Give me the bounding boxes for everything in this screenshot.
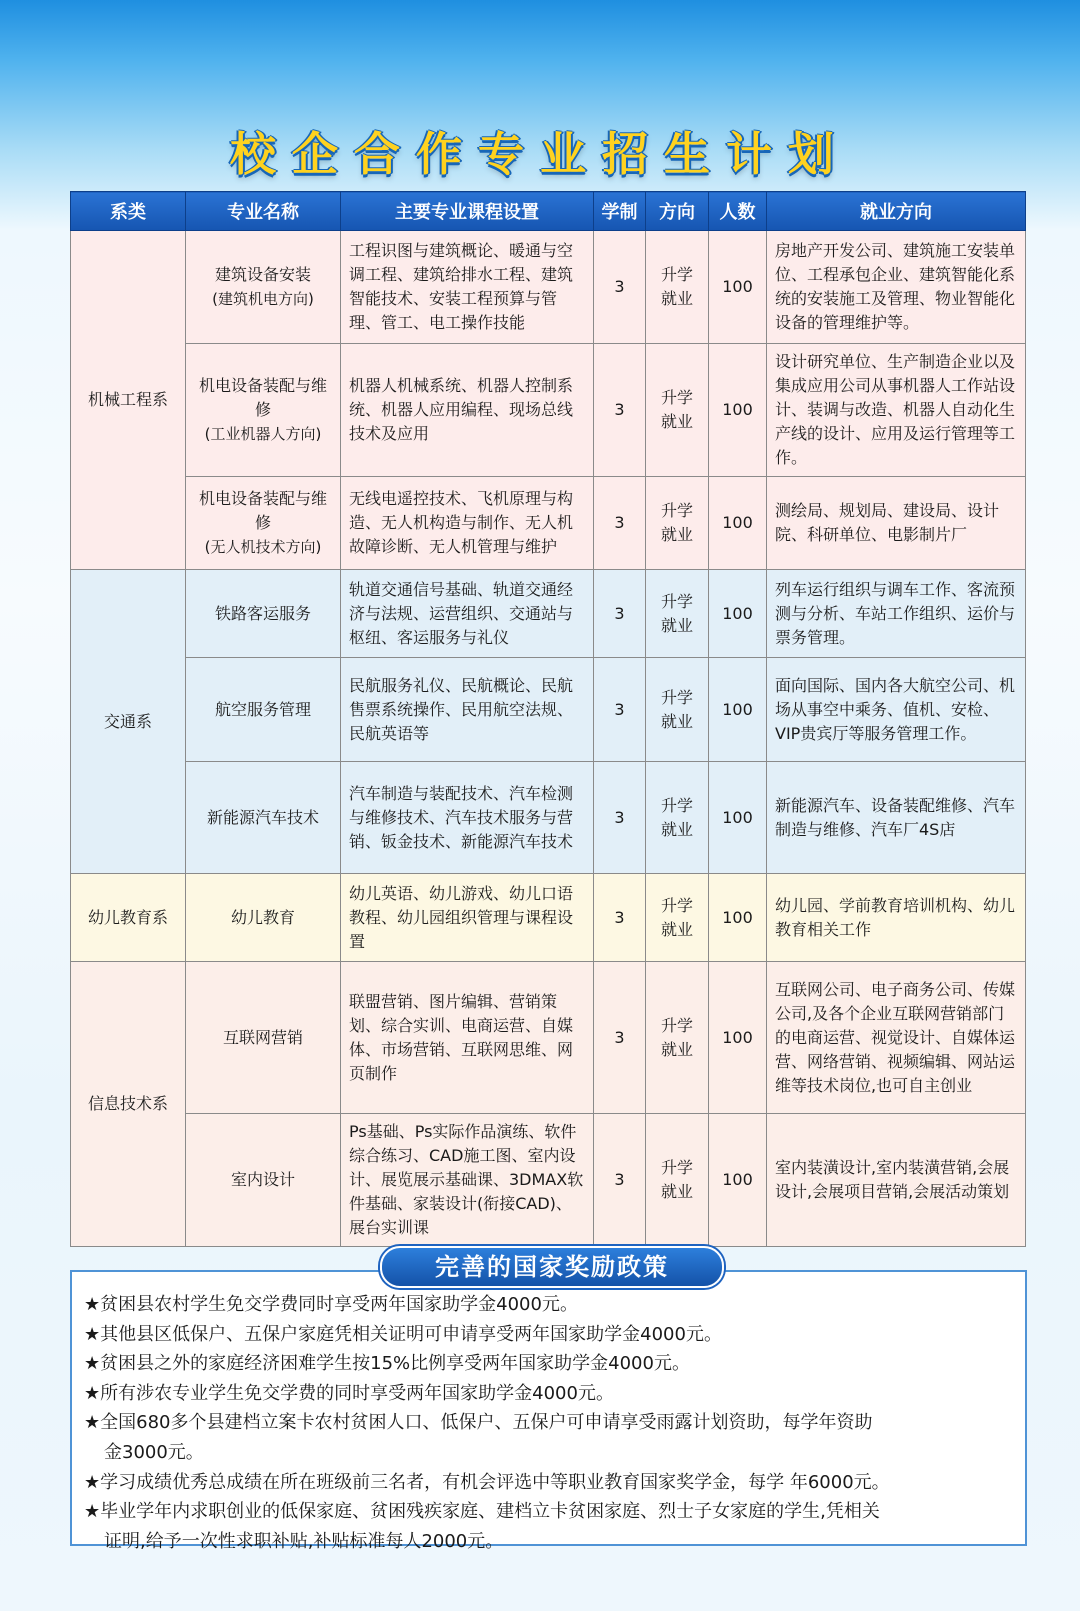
years-cell: 3 <box>594 658 646 762</box>
header-direction: 方向 <box>646 192 709 231</box>
direction-cell: 升学就业 <box>646 962 709 1114</box>
policy-item: ★贫困县之外的家庭经济困难学生按15%比例享受两年国家助学金4000元。 <box>84 1353 690 1375</box>
years-cell: 3 <box>594 874 646 962</box>
dept-cell: 交通系 <box>71 570 186 874</box>
policy-item: ★学习成绩优秀总成绩在所在班级前三名者，有机会评选中等职业教育国家奖学金，每学 年6000元。 <box>84 1471 890 1493</box>
jobs-cell: 测绘局、规划局、建设局、设计院、科研单位、电影制片厂 <box>767 477 1026 570</box>
dept-cell: 信息技术系 <box>71 962 186 1247</box>
count-cell: 100 <box>709 762 767 874</box>
years-cell: 3 <box>594 962 646 1114</box>
courses-cell: 幼儿英语、幼儿游戏、幼儿口语教程、幼儿园组织管理与课程设置 <box>341 874 594 962</box>
table-row <box>71 762 1026 874</box>
major-cell: 新能源汽车技术 <box>186 762 341 874</box>
jobs-cell: 新能源汽车、设备装配维修、汽车制造与维修、汽车厂4S店 <box>767 762 1026 874</box>
years-cell: 3 <box>594 570 646 658</box>
major-sub: (建筑机电方向) <box>212 290 314 308</box>
major-cell: 幼儿教育 <box>186 874 341 962</box>
jobs-cell: 设计研究单位、生产制造企业以及集成应用公司从事机器人工作站设计、装调与改造、机器人自动化生产线的设计、应用及运行管理等工作。 <box>767 344 1026 477</box>
table-header-row <box>71 192 1026 231</box>
major-cell: 室内设计 <box>186 1114 341 1247</box>
header-courses: 主要专业课程设置 <box>341 192 594 231</box>
page-title: 校企合作专业招生计划 <box>230 127 850 181</box>
major-sub: (无人机技术方向) <box>204 538 322 556</box>
table-row <box>71 962 1026 1114</box>
years-cell: 3 <box>594 477 646 570</box>
dept-cell: 机械工程系 <box>71 231 186 570</box>
direction-cell: 升学就业 <box>646 1114 709 1247</box>
major-name: 机电设备装配与维修 <box>198 489 327 532</box>
years-cell: 3 <box>594 344 646 477</box>
jobs-cell: 面向国际、国内各大航空公司、机场从事空中乘务、值机、安检、VIP贵宾厅等服务管理工作。 <box>767 658 1026 762</box>
policy-box <box>70 1270 1027 1552</box>
courses-cell: 轨道交通信号基础、轨道交通经济与法规、运营组织、交通站与枢纽、客运服务与礼仪 <box>341 570 594 658</box>
table-row <box>71 570 1026 658</box>
policy-item-continued: 金3000元。 <box>104 1441 204 1463</box>
policy-banner: 完善的国家奖励政策 <box>380 1246 724 1288</box>
courses-cell: 汽车制造与装配技术、汽车检测与维修技术、汽车技术服务与营销、钣金技术、新能源汽车技术 <box>341 762 594 874</box>
courses-cell: 联盟营销、图片编辑、营销策划、综合实训、电商运营、自媒体、市场营销、互联网思维、网页制作 <box>341 962 594 1114</box>
count-cell: 100 <box>709 570 767 658</box>
policy-item-continued: 证明,给予一次性求职补贴,补贴标准每人2000元。 <box>104 1530 504 1552</box>
jobs-cell: 房地产开发公司、建筑施工安装单位、工程承包企业、建筑智能化系统的安装施工及管理、物业智能化设备的管理维护等。 <box>767 231 1026 344</box>
count-cell: 100 <box>709 1114 767 1247</box>
table-row <box>71 344 1026 477</box>
count-cell: 100 <box>709 477 767 570</box>
major-cell: 互联网营销 <box>186 962 341 1114</box>
count-cell: 100 <box>709 874 767 962</box>
table-row <box>71 658 1026 762</box>
count-cell: 100 <box>709 962 767 1114</box>
table-row <box>71 477 1026 570</box>
header-major: 专业名称 <box>186 192 341 231</box>
policy-item: ★其他县区低保户、五保户家庭凭相关证明可申请享受两年国家助学金4000元。 <box>84 1323 722 1345</box>
major-cell <box>186 231 341 344</box>
jobs-cell: 列车运行组织与调车工作、客流预测与分析、车站工作组织、运价与票务管理。 <box>767 570 1026 658</box>
courses-cell: Ps基础、Ps实际作品演练、软件综合练习、CAD施工图、室内设计、展览展示基础课、3DMAX软件基础、家装设计(衔接CAD)、展台实训课 <box>341 1114 594 1247</box>
direction-cell: 升学就业 <box>646 762 709 874</box>
header-count: 人数 <box>709 192 767 231</box>
major-cell <box>186 477 341 570</box>
courses-cell: 机器人机械系统、机器人控制系统、机器人应用编程、现场总线技术及应用 <box>341 344 594 477</box>
policy-item: ★贫困县农村学生免交学费同时享受两年国家助学金4000元。 <box>84 1294 578 1315</box>
major-cell: 航空服务管理 <box>186 658 341 762</box>
count-cell: 100 <box>709 658 767 762</box>
dept-cell: 幼儿教育系 <box>71 874 186 962</box>
table-row <box>71 231 1026 344</box>
header-jobs: 就业方向 <box>767 192 1026 231</box>
header-dept: 系类 <box>71 192 186 231</box>
direction-cell: 升学就业 <box>646 477 709 570</box>
table-row <box>71 874 1026 962</box>
years-cell: 3 <box>594 1114 646 1247</box>
major-sub: (工业机器人方向) <box>204 425 322 443</box>
direction-cell: 升学就业 <box>646 570 709 658</box>
jobs-cell: 室内装潢设计,室内装潢营销,会展设计,会展项目营销,会展活动策划 <box>767 1114 1026 1247</box>
direction-cell: 升学就业 <box>646 874 709 962</box>
count-cell: 100 <box>709 231 767 344</box>
count-cell: 100 <box>709 344 767 477</box>
policy-item: ★所有涉农专业学生免交学费的同时享受两年国家助学金4000元。 <box>84 1382 614 1404</box>
header-years: 学制 <box>594 192 646 231</box>
direction-cell: 升学就业 <box>646 344 709 477</box>
policy-item: ★毕业学年内求职创业的低保家庭、贫困残疾家庭、建档立卡贫困家庭、烈士子女家庭的学生,凭相关 <box>84 1501 880 1523</box>
major-name: 机电设备装配与维修 <box>198 376 327 419</box>
direction-cell: 升学就业 <box>646 658 709 762</box>
courses-cell: 无线电遥控技术、飞机原理与构造、无人机构造与制作、无人机故障诊断、无人机管理与维护 <box>341 477 594 570</box>
major-cell <box>186 344 341 477</box>
major-cell: 铁路客运服务 <box>186 570 341 658</box>
direction-cell: 升学就业 <box>646 231 709 344</box>
major-name: 建筑设备安装 <box>214 265 311 284</box>
years-cell: 3 <box>594 231 646 344</box>
years-cell: 3 <box>594 762 646 874</box>
policy-item: ★全国680多个县建档立案卡农村贫困人口、低保户、五保户可申请享受雨露计划资助，每学年资助 <box>84 1412 873 1434</box>
jobs-cell: 幼儿园、学前教育培训机构、幼儿教育相关工作 <box>767 874 1026 962</box>
enrollment-plan-table <box>70 191 1026 1247</box>
courses-cell: 工程识图与建筑概论、暖通与空调工程、建筑给排水工程、建筑智能技术、安装工程预算与管理、管工、电工操作技能 <box>341 231 594 344</box>
table-row <box>71 1114 1026 1247</box>
jobs-cell: 互联网公司、电子商务公司、传媒公司,及各个企业互联网营销部门的电商运营、视觉设计、自媒体运营、网络营销、视频编辑、网站运维等技术岗位,也可自主创业 <box>767 962 1026 1114</box>
courses-cell: 民航服务礼仪、民航概论、民航售票系统操作、民用航空法规、民航英语等 <box>341 658 594 762</box>
